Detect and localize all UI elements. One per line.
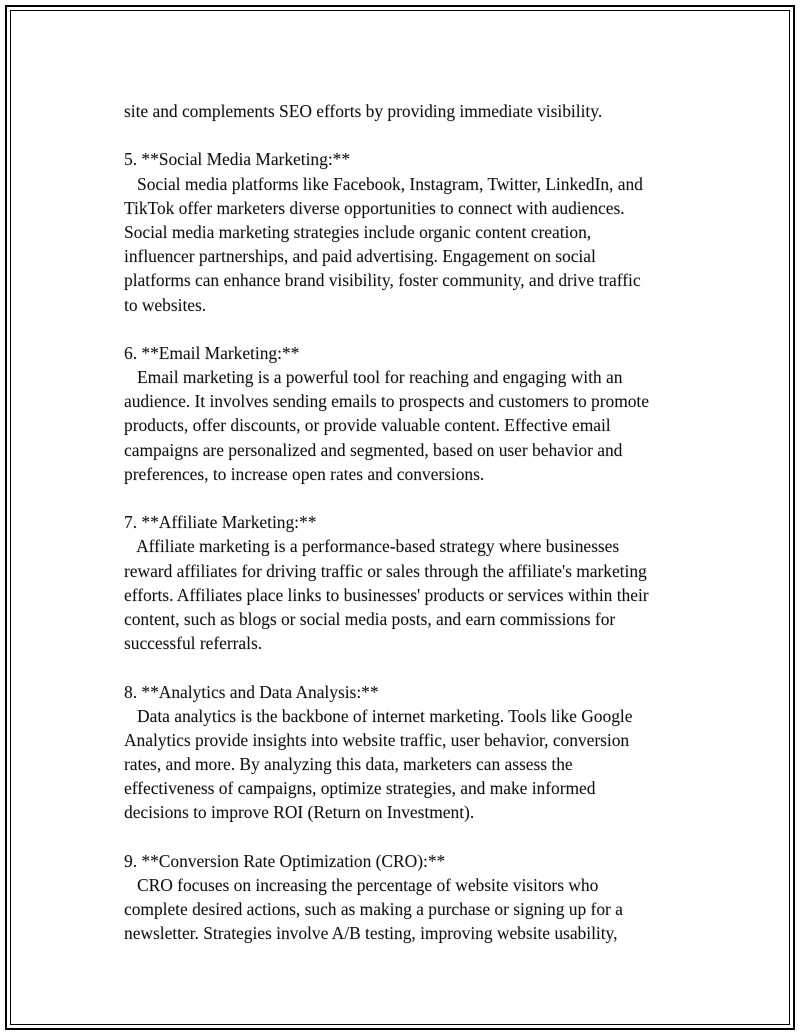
blank-line — [124, 825, 694, 849]
blank-line — [124, 486, 694, 510]
paragraph-line: reward affiliates for driving traffic or sales through the affiliate's marketing — [124, 560, 647, 581]
paragraph-line: Affiliate marketing is a performance-based strategy where businesses — [124, 536, 620, 557]
intro-line: site and complements SEO efforts by providing immediate visibility. — [124, 101, 603, 121]
blank-line — [124, 317, 694, 341]
paragraph-line: decisions to improve ROI (Return on Investment). — [124, 802, 475, 823]
section-heading: 5. **Social Media Marketing:** — [124, 149, 351, 170]
paragraph-line: to websites. — [124, 294, 207, 315]
paragraph-line: campaigns are personalized and segmented, based on user behavior and — [124, 439, 623, 460]
paragraph-line: effectiveness of campaigns, optimize strategies, and make informed — [124, 778, 596, 799]
paragraph-line: newsletter. Strategies involve A/B testing, improving website usability, — [124, 923, 618, 944]
paragraph-line: content, such as blogs or social media posts, and earn commissions for — [124, 608, 616, 629]
section-affiliate-marketing — [124, 510, 694, 655]
paragraph-line: influencer partnerships, and paid advertising. Engagement on social — [124, 246, 596, 267]
document-body — [124, 99, 694, 946]
section-heading: 8. **Analytics and Data Analysis:** — [124, 681, 379, 702]
section-heading: 6. **Email Marketing:** — [124, 342, 300, 363]
paragraph-line: rates, and more. By analyzing this data, marketers can assess the — [124, 754, 573, 775]
paragraph-line: preferences, to increase open rates and conversions. — [124, 463, 485, 484]
section-social-media-marketing — [124, 147, 694, 316]
section-heading: 7. **Affiliate Marketing:** — [124, 512, 317, 533]
section-conversion-rate-optimization — [124, 849, 694, 946]
document-page — [5, 5, 795, 1030]
paragraph-line: CRO focuses on increasing the percentage of website visitors who — [124, 875, 599, 895]
section-heading: 9. **Conversion Rate Optimization (CRO):** — [124, 850, 446, 871]
paragraph-line: successful referrals. — [124, 633, 263, 654]
paragraph-line: products, offer discounts, or provide valuable content. Effective email — [124, 415, 611, 436]
blank-line — [124, 655, 694, 679]
section-email-marketing — [124, 341, 694, 486]
paragraph-line: complete desired actions, such as making a purchase or signing up for a — [124, 899, 623, 920]
section-analytics-and-data-analysis — [124, 680, 694, 825]
paragraph-line: Email marketing is a powerful tool for reaching and engaging with an — [124, 367, 623, 388]
paragraph-line: audience. It involves sending emails to prospects and customers to promote — [124, 391, 649, 412]
paragraph-line: efforts. Affiliates place links to businesses' products or services within their — [124, 584, 649, 605]
paragraph-line: platforms can enhance brand visibility, foster community, and drive traffic — [124, 270, 641, 291]
paragraph-line: Analytics provide insights into website traffic, user behavior, conversion — [124, 729, 630, 750]
paragraph-line: Data analytics is the backbone of internet marketing. Tools like Google — [124, 705, 633, 726]
blank-line — [124, 123, 694, 147]
paragraph-line: TikTok offer marketers diverse opportunities to connect with audiences. — [124, 197, 625, 218]
paragraph-line: Social media marketing strategies include organic content creation, — [124, 221, 592, 242]
paragraph-line: Social media platforms like Facebook, Instagram, Twitter, LinkedIn, and — [124, 173, 643, 194]
